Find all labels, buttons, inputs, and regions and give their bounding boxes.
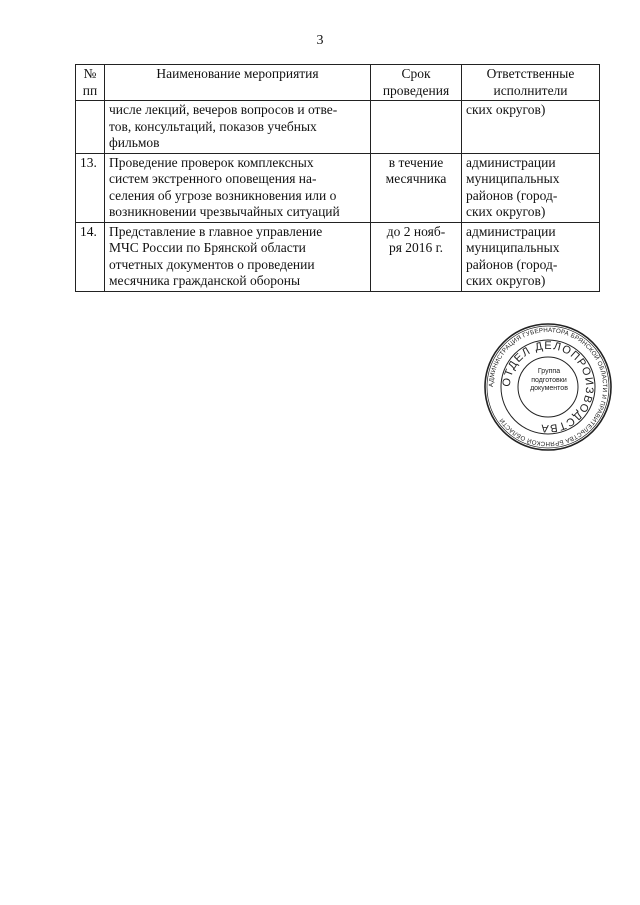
svg-text:АДМИНИСТРАЦИЯ ГУБЕРНАТОРА БРЯН: АДМИНИСТРАЦИЯ ГУБЕРНАТОРА БРЯНСКОЙ ОБЛАСТИ И ПРАВИТЕЛЬСТВА БРЯНСКОЙ ОБЛАСТИ	[487, 326, 609, 448]
table-row	[76, 101, 600, 154]
header-num: № пп	[76, 65, 105, 101]
header-name: Наименование мероприятия	[105, 65, 371, 101]
event-name: Представление в главное управление МЧС России по Брянской области отчетных документов о проведении месячника гражданской обороны	[105, 222, 371, 291]
event-name: числе лекций, вечеров вопросов и отве- тов, консультаций, показов учебных фильмов	[105, 101, 371, 154]
event-responsible: администрации муниципальных районов (город- ских округов)	[462, 153, 600, 222]
stamp-center-text: Группа подготовки документов	[530, 368, 568, 392]
event-deadline: до 2 нояб- ря 2016 г.	[371, 222, 462, 291]
row-number: 13.	[76, 153, 105, 222]
table-header-row	[76, 65, 600, 101]
page-number: 3	[316, 33, 324, 48]
svg-text:ОТДЕЛ ДЕЛОПРОИЗВОДСТВА: ОТДЕЛ ДЕЛОПРОИЗВОДСТВА	[500, 339, 596, 435]
event-responsible: администрации муниципальных районов (город- ских округов)	[462, 222, 600, 291]
event-deadline: в течение месячника	[371, 153, 462, 222]
event-deadline	[371, 101, 462, 154]
table-row	[76, 153, 600, 222]
events-table	[75, 64, 600, 292]
row-number	[76, 101, 105, 154]
header-date: Срок проведения	[371, 65, 462, 101]
event-responsible: ских округов)	[462, 101, 600, 154]
table-row	[76, 222, 600, 291]
row-number: 14.	[76, 222, 105, 291]
header-responsible: Ответственные исполнители	[462, 65, 600, 101]
event-name: Проведение проверок комплексных систем экстренного оповещения на- селения об угрозе возникновения или о возникновении чрезвычайных ситуаций	[105, 153, 371, 222]
official-stamp	[483, 322, 613, 452]
